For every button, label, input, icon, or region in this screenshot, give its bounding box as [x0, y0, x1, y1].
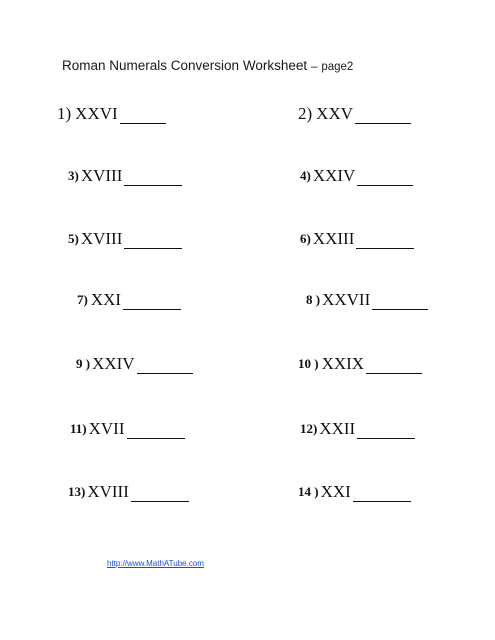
problem-number: 8 ) — [306, 292, 321, 307]
roman-numeral: XXVI — [75, 104, 118, 123]
problem-2 — [298, 104, 411, 124]
answer-blank[interactable] — [357, 422, 415, 439]
problem-14 — [298, 482, 411, 502]
roman-numeral: XVIII — [87, 482, 129, 501]
worksheet-page-label: page2 — [321, 61, 354, 73]
problem-number: 1) — [57, 104, 72, 123]
problem-number: 7) — [77, 292, 88, 307]
roman-numeral: XVIII — [80, 166, 123, 185]
answer-blank[interactable] — [127, 422, 185, 439]
roman-numeral: XXII — [319, 419, 356, 438]
problem-number: 13) — [68, 484, 86, 499]
answer-blank[interactable] — [366, 357, 422, 374]
roman-numeral: XXVII — [322, 290, 371, 309]
worksheet-title-main: Roman Numerals Conversion Worksheet — [62, 58, 308, 73]
problem-7 — [77, 290, 181, 310]
problem-number: 2) — [298, 104, 313, 123]
problem-8 — [306, 290, 428, 310]
answer-blank[interactable] — [356, 232, 414, 249]
problem-5 — [68, 229, 182, 249]
title-separator: – — [310, 59, 318, 73]
roman-numeral: XXIX — [321, 354, 365, 373]
roman-numeral: XXIV — [92, 354, 135, 373]
answer-blank[interactable] — [124, 169, 182, 186]
problem-number: 12) — [300, 421, 318, 436]
answer-blank[interactable] — [137, 357, 193, 374]
problem-number: 5) — [68, 231, 79, 246]
roman-numeral: XXI — [90, 290, 122, 309]
answer-blank[interactable] — [355, 107, 411, 124]
problem-11 — [70, 419, 185, 439]
roman-numeral: XXIV — [312, 166, 356, 185]
answer-blank[interactable] — [353, 485, 411, 502]
answer-blank[interactable] — [357, 169, 413, 186]
problem-number: 10 ) — [298, 356, 319, 371]
problem-number: 3) — [68, 168, 79, 183]
answer-blank[interactable] — [131, 485, 189, 502]
footer-link[interactable]: http://www.MathATube.com — [107, 559, 204, 568]
problem-number: 6) — [300, 231, 311, 246]
roman-numeral: XXI — [320, 482, 351, 501]
answer-blank[interactable] — [123, 293, 181, 310]
roman-numeral: XVII — [88, 419, 125, 438]
problem-number: 11) — [70, 421, 87, 436]
roman-numeral: XXV — [316, 104, 354, 123]
worksheet-title — [62, 58, 353, 73]
problem-13 — [68, 482, 189, 502]
roman-numeral: XXIII — [312, 229, 355, 248]
problem-6 — [300, 229, 414, 249]
problem-number: 4) — [300, 168, 311, 183]
problem-10 — [298, 354, 422, 374]
problem-number: 9 ) — [76, 356, 91, 371]
problem-4 — [300, 166, 413, 186]
problem-9 — [76, 354, 193, 374]
problem-12 — [300, 419, 415, 439]
problem-1 — [57, 104, 166, 124]
answer-blank[interactable] — [124, 232, 182, 249]
roman-numeral: XVIII — [80, 229, 123, 248]
problem-3 — [68, 166, 182, 186]
answer-blank[interactable] — [372, 293, 428, 310]
problem-number: 14 ) — [298, 484, 319, 499]
answer-blank[interactable] — [120, 107, 166, 124]
